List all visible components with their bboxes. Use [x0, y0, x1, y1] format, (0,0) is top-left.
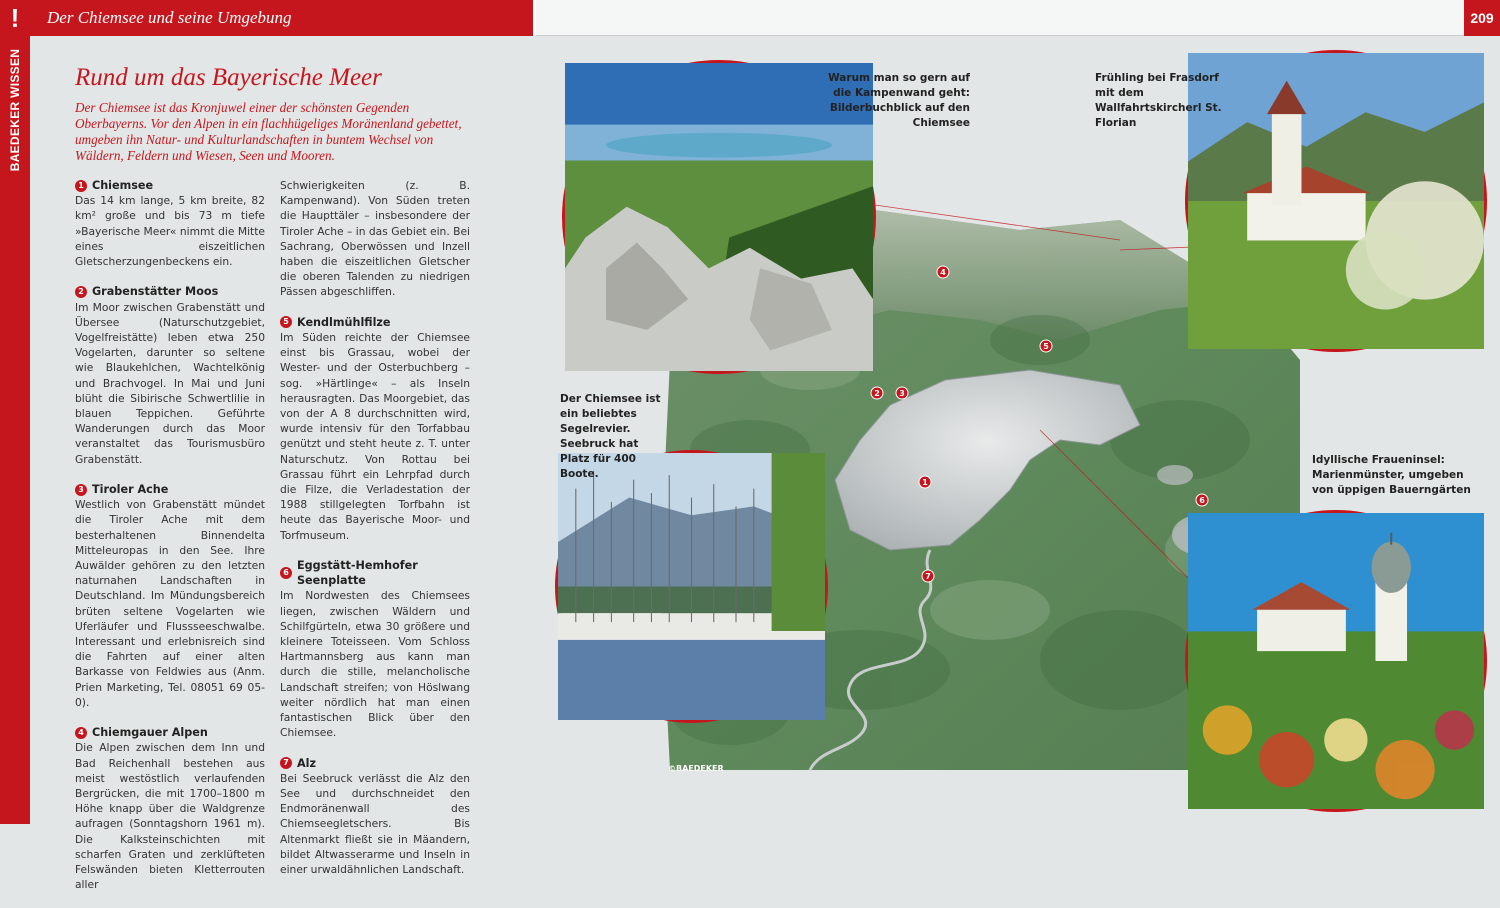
caption-kampenwand: Warum man so gern auf die Kampenwand geht: Bilderbuchblick auf den Chiemsee [828, 72, 970, 129]
map-copyright: ©BAEDEKER [668, 764, 724, 773]
section-text: Im Nordwesten des Chiemsees liegen, zwischen Wäldern und Schilfgürteln, etwa 30 größere und kleinere Toteisseen. Vom Schloss Hartmannsberg aus kann man durch die stille, melancholische Landschaft streifen; von Höslwang weiter nördlich hat man einen fantastischen Blick über den Chiemsee. [280, 589, 470, 740]
section-title: Grabenstätter Moos [92, 285, 219, 299]
caption-seebruck: Der Chiemsee ist ein beliebtes Segelrevier. Seebruck hat Platz für 400 Boote. [560, 393, 661, 480]
section-eggstaett-seenplatte [280, 558, 470, 740]
svg-text:6: 6 [1199, 496, 1205, 505]
section-tiroler-ache [75, 482, 265, 710]
svg-text:7: 7 [925, 572, 931, 581]
svg-text:2: 2 [874, 389, 880, 398]
map-marker-2 [871, 387, 883, 399]
section-title: Kendlmühlfilze [297, 315, 391, 329]
header-divider [533, 0, 536, 36]
section-text: Die Alpen zwischen dem Inn und Bad Reichenhall bestehen aus meist westöstlich verlaufenden Bergrücken, die mit 1700–1800 m Höhe knapp über die Waldgrenze aufragen (Sonntagshorn 1961 m). Die Kalksteinschichten mit scharfen Graten und zerklüfteten Felswänden bieten Kletterrouten aller [75, 741, 265, 892]
section-chiemgauer-alpen [75, 725, 265, 892]
map-marker-1 [919, 476, 931, 488]
side-label-box [0, 40, 30, 180]
article-heading: Rund um das Bayerische Meer [75, 64, 382, 91]
caption-st-florian: Frühling bei Frasdorf mit dem Wallfahrtskircherl St. Florian [1095, 72, 1222, 129]
side-label: BAEDEKER WISSEN [8, 48, 22, 172]
article-intro: Der Chiemsee ist das Kronjuwel einer der schönsten Gegenden Oberbayerns. Vor den Alpen in ein flachhügeliges Moränenland gebettet, umgeben ihn Natur- und Kulturlandschaften in buntem Wechsel von Wäldern, Feldern und Wiesen, Seen und Mooren. [75, 100, 462, 163]
section-grabenstaetter-moos [75, 284, 265, 466]
marker-number-icon: 5 [280, 316, 292, 328]
section-title: Eggstätt-Hemhofer Seenplatte [297, 559, 418, 588]
svg-text:4: 4 [940, 268, 946, 277]
svg-text:5: 5 [1043, 342, 1049, 351]
photo-st-florian [1185, 50, 1487, 352]
section-title: Alz [297, 756, 317, 770]
text-column-2 [280, 178, 470, 892]
section-heading [75, 482, 265, 497]
header-title: Der Chiemsee und seine Umgebung [30, 0, 533, 36]
section-heading [75, 178, 265, 193]
exclamation-icon: ! [0, 0, 30, 36]
section-kendlmuehlfilze [280, 315, 470, 543]
marker-number-icon: 3 [75, 484, 87, 496]
section-text: Das 14 km lange, 5 km breite, 82 km² große und bis 73 m tiefe »Bayerische Meer« nimmt die Mitte eines eiszeitlichen Gletscherzungenbeckens ein. [75, 194, 265, 269]
section-text: Im Süden reichte der Chiemsee einst bis Grassau, wobei der Wester- und der Osterbuchberg – sog. »Härtlinge« – als Inseln herausragten. Das Moorgebiet, das von der A 8 durchschnitten wird, wurde intensiv für den Torfabbau genützt und steht heute z. T. unter Naturschutz. Von Rottau bei Grassau führt ein Lehrpfad durch die Filze, die Verladestation der 1988 stillgelegten Torfbahn ist heute das Bayerische Moor- und Torfmuseum. [280, 331, 470, 542]
svg-text:1: 1 [922, 478, 928, 487]
section-heading [75, 284, 265, 299]
map-marker-7 [922, 570, 934, 582]
marker-number-icon: 1 [75, 180, 87, 192]
section-chiemsee [75, 178, 265, 269]
section-text: Bei Seebruck verlässt die Alz den See und durchschneidet den Endmoränenwall des Chiemseegletschers. Bis Altenmarkt fließt sie in Mäandern, bildet Altwasserarme und Inseln in einer urwaldähnlichen Landschaft. [280, 771, 470, 877]
section-text: Im Moor zwischen Grabenstätt und Übersee (Naturschutzgebiet, Vogelfreistätte) leben etwa 250 Vogelarten, darunter so seltene wie Blaukehlchen, Wachtelkönig und Brachvogel. In Mai und Juni blüht die Sibirische Schwertlilie in blauen Teppichen. Geführte Wanderungen durch das Moor veranstaltet das Tourismusbüro Grabenstätt. [75, 300, 265, 466]
map-small-lake [1157, 465, 1193, 485]
section-alz [280, 756, 470, 878]
page-number: 209 [1464, 0, 1500, 36]
section-title: Chiemsee [92, 179, 154, 192]
section-title: Tiroler Ache [92, 483, 169, 497]
map-marker-3 [896, 387, 908, 399]
map-marker-4 [937, 266, 949, 278]
marker-number-icon: 7 [280, 757, 292, 769]
section-continuation: Schwierigkeiten (z. B. Kampenwand). Von Süden treten die Haupttäler – insbesondere der Tiroler Ache – in das Gebiet ein. Bei Sachrang, Oberwössen und Inzell haben die eiszeitlichen Gletscher die oberen Talenden zu niedrigen Pässen abgeschliffen. [280, 179, 470, 299]
section-heading [280, 315, 470, 330]
section-text: Westlich von Grabenstätt mündet die Tiroler Ache mit dem besterhaltenen Binnendelta Mitteleuropas in den See. Ihre Auwälder gehören zu den letzten naturnahen Landschaften in Deutschland. Im Mündungsbereich brüten seltene Vogelarten wie Uferläufer und Flussseeschwalbe. Interessant und erlebnisreich sind die Fahrten auf einer alten Barkasse von Feldwies aus (Anm. Prien Marketing, Tel. 08051 69 05-0). [75, 498, 265, 709]
marker-number-icon: 2 [75, 286, 87, 298]
map-marker-5 [1040, 340, 1052, 352]
photo-seebruck-marina [555, 450, 828, 723]
photo-fraueninsel [1185, 510, 1487, 812]
text-column-1 [75, 178, 265, 908]
svg-text:3: 3 [899, 389, 905, 398]
section-title: Chiemgauer Alpen [92, 726, 208, 740]
section-heading [280, 558, 470, 588]
map-marker-6 [1196, 494, 1208, 506]
marker-number-icon: 6 [280, 567, 292, 579]
marker-number-icon: 4 [75, 727, 87, 739]
section-heading [75, 725, 265, 740]
caption-fraueninsel: Idyllische Fraueninsel: Marienmünster, umgeben von üppigen Bauerngärten [1312, 454, 1471, 496]
section-heading [280, 756, 470, 771]
